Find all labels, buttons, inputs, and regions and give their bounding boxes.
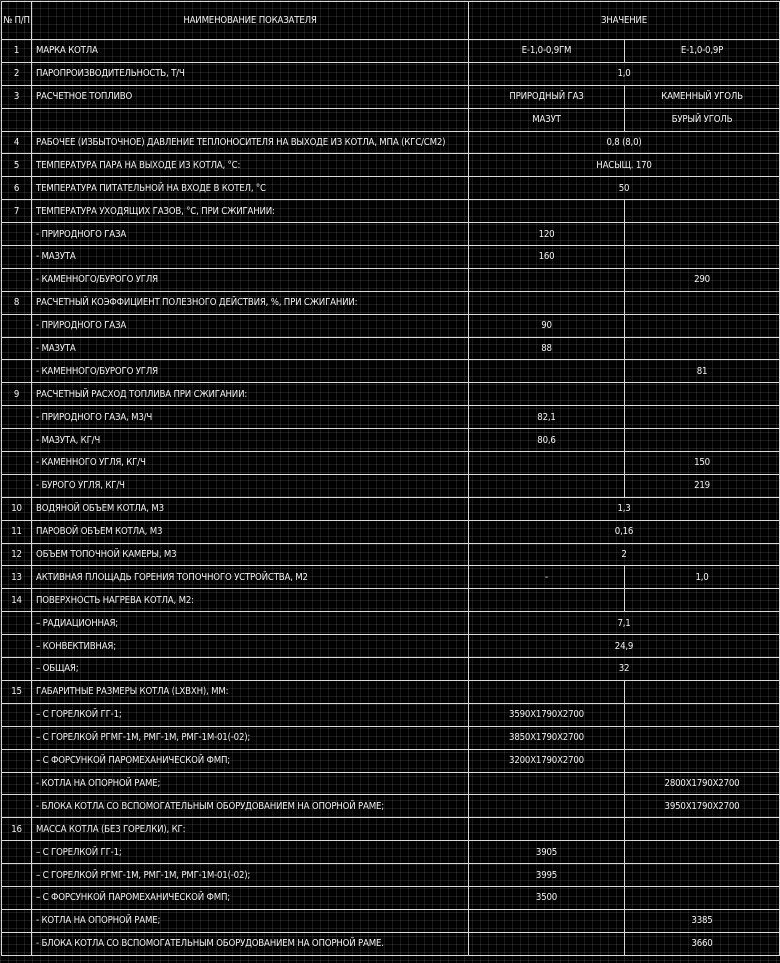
row-number: 5 xyxy=(2,154,32,177)
table-row xyxy=(2,566,780,589)
row-number: 7 xyxy=(2,200,32,223)
table-row xyxy=(2,543,780,566)
table-row xyxy=(2,841,780,864)
row-value-b xyxy=(625,246,780,269)
row-label: - ПРИРОДНОГО ГАЗА, М3/Ч xyxy=(32,406,469,429)
row-number: 16 xyxy=(2,818,32,841)
row-value-a: МАЗУТ xyxy=(469,108,625,131)
row-value-a: 120 xyxy=(469,223,625,246)
row-number: 13 xyxy=(2,566,32,589)
row-value-a: 3200Х1790Х2700 xyxy=(469,749,625,772)
row-number: 3 xyxy=(2,85,32,108)
row-value-b xyxy=(625,429,780,452)
spec-table-body xyxy=(2,2,780,956)
table-row xyxy=(2,818,780,841)
table-row xyxy=(2,612,780,635)
row-value: НАСЫЩ. 170 xyxy=(469,154,780,177)
table-row xyxy=(2,154,780,177)
row-value: 0,16 xyxy=(469,520,780,543)
row-value-a xyxy=(469,680,625,703)
table-row xyxy=(2,520,780,543)
row-value-b xyxy=(625,680,780,703)
row-label: - БУРОГО УГЛЯ, КГ/Ч xyxy=(32,474,469,497)
row-value-a: 3590Х1790Х2700 xyxy=(469,703,625,726)
row-value-b xyxy=(625,223,780,246)
row-label: - МАЗУТА xyxy=(32,337,469,360)
row-value-b: 81 xyxy=(625,360,780,383)
row-number: 2 xyxy=(2,62,32,85)
row-number xyxy=(2,474,32,497)
row-number xyxy=(2,658,32,681)
row-value-a: 3500 xyxy=(469,886,625,909)
row-label: ТЕМПЕРАТУРА ПИТАТЕЛЬНОЙ НА ВХОДЕ В КОТЕЛ, °С xyxy=(32,177,469,200)
table-row xyxy=(2,360,780,383)
row-label: – С ГОРЕЛКОЙ РГМГ-1М, РМГ-1М, РМГ-1М-01(-02); xyxy=(32,864,469,887)
header-value: ЗНАЧЕНИЕ xyxy=(469,2,780,40)
row-value-a xyxy=(469,909,625,932)
row-value: 0,8 (8,0) xyxy=(469,131,780,154)
row-value-b xyxy=(625,841,780,864)
row-value-a: 160 xyxy=(469,246,625,269)
row-label: - МАЗУТА, КГ/Ч xyxy=(32,429,469,452)
row-label: РАБОЧЕЕ (ИЗБЫТОЧНОЕ) ДАВЛЕНИЕ ТЕПЛОНОСИТЕЛЯ НА ВЫХОДЕ ИЗ КОТЛА, МПА (КГС/СМ2) xyxy=(32,131,469,154)
row-number xyxy=(2,314,32,337)
table-row xyxy=(2,246,780,269)
row-value-a xyxy=(469,795,625,818)
table-row xyxy=(2,383,780,406)
row-label: - МАЗУТА xyxy=(32,246,469,269)
row-label: ПОВЕРХНОСТЬ НАГРЕВА КОТЛА, М2: xyxy=(32,589,469,612)
row-value: 24,9 xyxy=(469,635,780,658)
table-row xyxy=(2,406,780,429)
row-value: 32 xyxy=(469,658,780,681)
table-row xyxy=(2,680,780,703)
row-number xyxy=(2,932,32,955)
table-row xyxy=(2,726,780,749)
table-row xyxy=(2,108,780,131)
row-value-b xyxy=(625,749,780,772)
row-value-b: БУРЫЙ УГОЛЬ xyxy=(625,108,780,131)
row-number xyxy=(2,749,32,772)
row-label: – С ГОРЕЛКОЙ РГМГ-1М, РМГ-1М, РМГ-1М-01(-02); xyxy=(32,726,469,749)
row-value: 50 xyxy=(469,177,780,200)
header-name: НАИМЕНОВАНИЕ ПОКАЗАТЕЛЯ xyxy=(32,2,469,40)
row-value-a xyxy=(469,268,625,291)
table-row xyxy=(2,85,780,108)
row-number: 15 xyxy=(2,680,32,703)
row-value-b xyxy=(625,337,780,360)
row-value-b xyxy=(625,864,780,887)
row-number xyxy=(2,223,32,246)
row-value: 7,1 xyxy=(469,612,780,635)
row-number xyxy=(2,452,32,475)
row-value-b xyxy=(625,314,780,337)
row-number xyxy=(2,864,32,887)
table-row xyxy=(2,40,780,63)
table-row xyxy=(2,932,780,955)
row-value-b xyxy=(625,406,780,429)
row-value-b: КАМЕННЫЙ УГОЛЬ xyxy=(625,85,780,108)
table-row xyxy=(2,131,780,154)
table-row xyxy=(2,658,780,681)
row-label: ПАРОВОЙ ОБЪЕМ КОТЛА, М3 xyxy=(32,520,469,543)
row-number xyxy=(2,795,32,818)
row-value-b: 219 xyxy=(625,474,780,497)
row-label: ГАБАРИТНЫЕ РАЗМЕРЫ КОТЛА (LXBXH), ММ: xyxy=(32,680,469,703)
row-value-b xyxy=(625,886,780,909)
row-label: ВОДЯНОЙ ОБЪЕМ КОТЛА, М3 xyxy=(32,497,469,520)
row-number xyxy=(2,337,32,360)
row-value-b: 1,0 xyxy=(625,566,780,589)
row-label: – РАДИАЦИОННАЯ; xyxy=(32,612,469,635)
row-value-b: 2800Х1790Х2700 xyxy=(625,772,780,795)
row-label: – С ФОРСУНКОЙ ПАРОМЕХАНИЧЕСКОЙ ФМП; xyxy=(32,749,469,772)
row-number xyxy=(2,703,32,726)
row-label: - ПРИРОДНОГО ГАЗА xyxy=(32,223,469,246)
row-label: ТЕМПЕРАТУРА УХОДЯЩИХ ГАЗОВ, °С, ПРИ СЖИГАНИИ: xyxy=(32,200,469,223)
table-row xyxy=(2,200,780,223)
row-value-a: Е-1,0-0,9ГМ xyxy=(469,40,625,63)
table-row xyxy=(2,703,780,726)
row-label: – С ФОРСУНКОЙ ПАРОМЕХАНИЧЕСКОЙ ФМП; xyxy=(32,886,469,909)
row-value-a xyxy=(469,383,625,406)
row-label: - КАМЕННОГО/БУРОГО УГЛЯ xyxy=(32,268,469,291)
row-label: - БЛОКА КОТЛА СО ВСПОМОГАТЕЛЬНЫМ ОБОРУДОВАНИЕМ НА ОПОРНОЙ РАМЕ; xyxy=(32,795,469,818)
row-label: - КАМЕННОГО УГЛЯ, КГ/Ч xyxy=(32,452,469,475)
table-row xyxy=(2,795,780,818)
row-label: ТЕМПЕРАТУРА ПАРА НА ВЫХОДЕ ИЗ КОТЛА, °С: xyxy=(32,154,469,177)
table-row xyxy=(2,314,780,337)
row-label: – КОНВЕКТИВНАЯ; xyxy=(32,635,469,658)
row-label: - КОТЛА НА ОПОРНОЙ РАМЕ; xyxy=(32,772,469,795)
header-num: № П/П xyxy=(2,2,32,40)
row-number: 8 xyxy=(2,291,32,314)
row-label: - КОТЛА НА ОПОРНОЙ РАМЕ; xyxy=(32,909,469,932)
row-value-b xyxy=(625,383,780,406)
table-row xyxy=(2,268,780,291)
table-row xyxy=(2,886,780,909)
row-value-a: 3850Х1790Х2700 xyxy=(469,726,625,749)
row-value-b xyxy=(625,200,780,223)
row-number xyxy=(2,406,32,429)
table-row xyxy=(2,749,780,772)
row-value-a: 80,6 xyxy=(469,429,625,452)
row-value-a: - xyxy=(469,566,625,589)
row-number xyxy=(2,268,32,291)
row-value: 2 xyxy=(469,543,780,566)
row-value-b xyxy=(625,818,780,841)
table-row xyxy=(2,864,780,887)
table-row xyxy=(2,909,780,932)
row-label: РАСЧЕТНЫЙ КОЭФФИЦИЕНТ ПОЛЕЗНОГО ДЕЙСТВИЯ, %, ПРИ СЖИГАНИИ: xyxy=(32,291,469,314)
row-value-a xyxy=(469,589,625,612)
row-label: ПАРОПРОИЗВОДИТЕЛЬНОСТЬ, Т/Ч xyxy=(32,62,469,85)
row-value-b: 3385 xyxy=(625,909,780,932)
row-value-b: 3950Х1790Х2700 xyxy=(625,795,780,818)
row-number xyxy=(2,612,32,635)
table-row xyxy=(2,177,780,200)
row-number: 11 xyxy=(2,520,32,543)
row-number xyxy=(2,841,32,864)
row-value-a xyxy=(469,291,625,314)
row-number: 9 xyxy=(2,383,32,406)
row-value-b: 150 xyxy=(625,452,780,475)
row-label: АКТИВНАЯ ПЛОЩАДЬ ГОРЕНИЯ ТОПОЧНОГО УСТРОЙСТВА, М2 xyxy=(32,566,469,589)
row-number xyxy=(2,429,32,452)
table-row xyxy=(2,635,780,658)
row-value-a: ПРИРОДНЫЙ ГАЗ xyxy=(469,85,625,108)
row-label: – ОБЩАЯ; xyxy=(32,658,469,681)
row-number: 10 xyxy=(2,497,32,520)
table-header-row xyxy=(2,2,780,40)
row-number xyxy=(2,772,32,795)
row-label: МАРКА КОТЛА xyxy=(32,40,469,63)
table-row xyxy=(2,62,780,85)
table-row xyxy=(2,452,780,475)
row-number: 4 xyxy=(2,131,32,154)
row-label: ОБЪЕМ ТОПОЧНОЙ КАМЕРЫ, М3 xyxy=(32,543,469,566)
row-label: РАСЧЕТНЫЙ РАСХОД ТОПЛИВА ПРИ СЖИГАНИИ: xyxy=(32,383,469,406)
row-number xyxy=(2,635,32,658)
row-number xyxy=(2,246,32,269)
row-value-a xyxy=(469,772,625,795)
table-row xyxy=(2,772,780,795)
row-value-b: 3660 xyxy=(625,932,780,955)
row-value-a: 3995 xyxy=(469,864,625,887)
row-value-a xyxy=(469,932,625,955)
row-value-b xyxy=(625,703,780,726)
row-value-b xyxy=(625,589,780,612)
row-number xyxy=(2,909,32,932)
row-number: 1 xyxy=(2,40,32,63)
row-value-a: 82,1 xyxy=(469,406,625,429)
row-value-a xyxy=(469,452,625,475)
row-number: 14 xyxy=(2,589,32,612)
table-row xyxy=(2,497,780,520)
row-number xyxy=(2,726,32,749)
row-number: 6 xyxy=(2,177,32,200)
row-value: 1,0 xyxy=(469,62,780,85)
row-value-b: 290 xyxy=(625,268,780,291)
row-number xyxy=(2,886,32,909)
row-label: - БЛОКА КОТЛА СО ВСПОМОГАТЕЛЬНЫМ ОБОРУДОВАНИЕМ НА ОПОРНОЙ РАМЕ. xyxy=(32,932,469,955)
table-row xyxy=(2,223,780,246)
row-value: 1,3 xyxy=(469,497,780,520)
row-value-a xyxy=(469,818,625,841)
row-number xyxy=(2,108,32,131)
spec-table xyxy=(1,1,780,956)
row-label: МАССА КОТЛА (БЕЗ ГОРЕЛКИ), КГ: xyxy=(32,818,469,841)
row-value-b: Е-1,0-0,9Р xyxy=(625,40,780,63)
row-label: РАСЧЕТНОЕ ТОПЛИВО xyxy=(32,85,469,108)
table-row xyxy=(2,337,780,360)
table-row xyxy=(2,291,780,314)
row-number: 12 xyxy=(2,543,32,566)
table-row xyxy=(2,429,780,452)
table-row xyxy=(2,589,780,612)
row-value-a xyxy=(469,200,625,223)
row-label xyxy=(32,108,469,131)
table-row xyxy=(2,474,780,497)
row-value-a xyxy=(469,474,625,497)
row-value-a: 90 xyxy=(469,314,625,337)
row-value-b xyxy=(625,291,780,314)
row-label: - ПРИРОДНОГО ГАЗА xyxy=(32,314,469,337)
row-value-a: 88 xyxy=(469,337,625,360)
row-label: – С ГОРЕЛКОЙ ГГ-1; xyxy=(32,703,469,726)
row-number xyxy=(2,360,32,383)
row-label: – С ГОРЕЛКОЙ ГГ-1; xyxy=(32,841,469,864)
row-value-b xyxy=(625,726,780,749)
row-label: - КАМЕННОГО/БУРОГО УГЛЯ xyxy=(32,360,469,383)
row-value-a xyxy=(469,360,625,383)
row-value-a: 3905 xyxy=(469,841,625,864)
